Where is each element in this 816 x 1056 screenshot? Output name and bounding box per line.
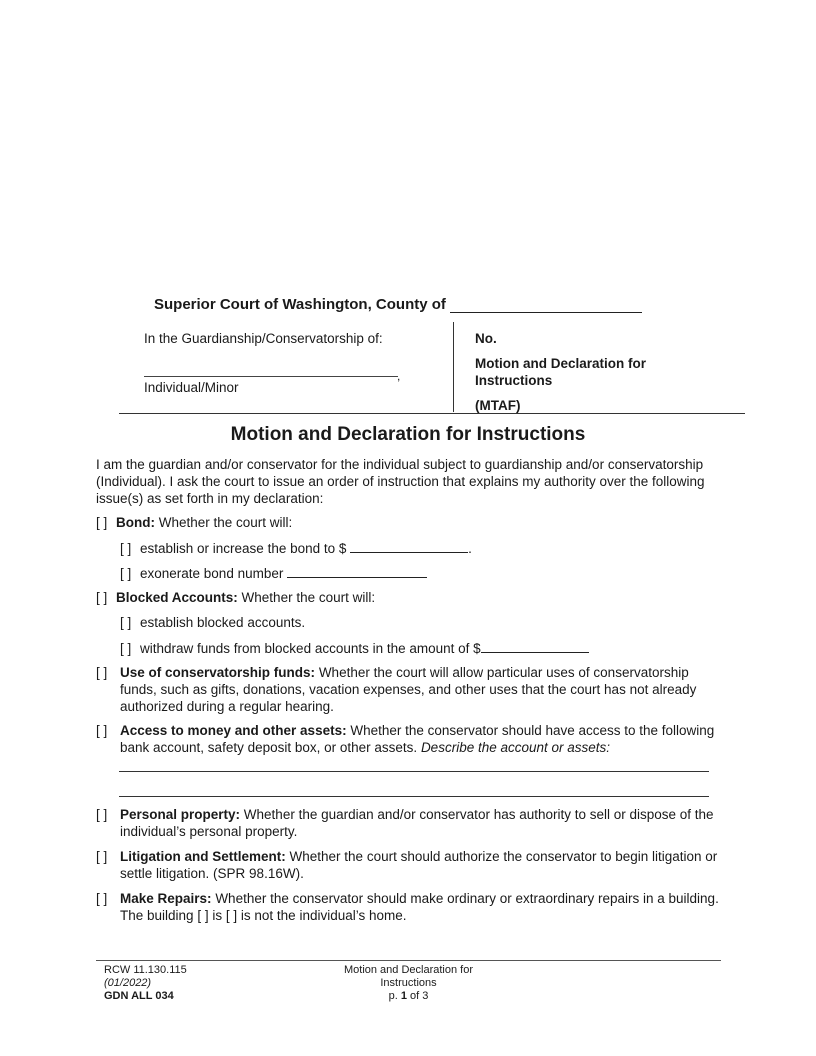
checkbox[interactable]: [ ] (96, 665, 108, 680)
checkbox[interactable]: [ ] (96, 515, 108, 530)
bond-number-blank[interactable] (287, 564, 427, 578)
item-blocked-establish: [ ] establish blocked accounts. (120, 615, 306, 630)
checkbox[interactable]: [ ] (197, 908, 209, 923)
footer-date: (01/2022) (104, 977, 152, 989)
page-title: Motion and Declaration for Instructions (230, 424, 586, 445)
footer-rcw: RCW 11.130.115 (104, 964, 187, 976)
item-bond: [ ] Bond: Whether the court will: (96, 515, 293, 530)
item-litigation: Litigation and Settlement: Whether the court should authorize the conservator to begin litigation or settle litigation. (SPR 98.16W). (120, 849, 718, 881)
item-bond-increase: [ ] establish or increase the bond to $ . (120, 541, 472, 556)
checkbox[interactable]: [ ] (96, 723, 108, 738)
footer-center: Motion and Declaration for Instructions p. 1 of 3 (300, 964, 517, 1003)
checkbox[interactable]: [ ] (225, 908, 238, 923)
item-blocked-withdraw: [ ] withdraw funds from blocked accounts in the amount of $ (120, 639, 589, 657)
page-number: p. 1 of 3 (388, 990, 429, 1002)
checkbox[interactable]: [ ] (120, 541, 132, 556)
item-conservatorship-funds: Use of conservatorship funds: Whether the court will allow particular uses of conservatorship funds, such as gifts, donations, vacation expenses, and other uses that the court has not already authorized during a regular hearing. (120, 665, 697, 714)
caption-comma: , (397, 369, 401, 383)
caption-individual-label: Individual/Minor (144, 380, 239, 395)
assets-description-line[interactable] (119, 796, 709, 797)
caption-rule (119, 413, 745, 414)
case-number-label: No. (475, 331, 497, 346)
caption-divider (453, 322, 454, 412)
item-blocked-accounts: [ ] Blocked Accounts: Whether the court will: (96, 590, 376, 605)
checkbox[interactable]: [ ] (120, 566, 132, 581)
item-personal-property: Personal property: Whether the guardian and/or conservator has authority to sell or dispose of the individual’s personal property. (120, 807, 714, 839)
checkbox[interactable]: [ ] (120, 641, 132, 656)
checkbox[interactable]: [ ] (96, 590, 108, 605)
footer-left (104, 964, 187, 1003)
court-title: Superior Court of Washington, County of (154, 296, 642, 313)
bond-amount-blank[interactable] (350, 539, 468, 553)
individual-name-line[interactable] (144, 376, 398, 377)
checkbox[interactable]: [ ] (96, 891, 108, 906)
footer-rule (96, 960, 721, 961)
footer-form-number: GDN ALL 034 (104, 990, 174, 1002)
item-access-assets: Access to money and other assets: Whether the conservator should have access to the following bank account, safety deposit box, or other assets. Describe the account or assets: (120, 723, 715, 755)
caption-in-the: In the Guardianship/Conservatorship of: (144, 331, 383, 346)
county-blank[interactable] (450, 298, 642, 313)
item-repairs: Make Repairs: Whether the conservator should make ordinary or extraordinary repairs in a building. The building [ ] is [ ] is not the individual’s home. (120, 891, 719, 923)
assets-description-line[interactable] (119, 771, 709, 772)
caption-doc-code: (MTAF) (475, 398, 521, 413)
checkbox[interactable]: [ ] (96, 849, 108, 864)
caption-doc-title: Motion and Declaration for Instructions (475, 356, 647, 388)
checkbox[interactable]: [ ] (120, 615, 132, 630)
checkbox[interactable]: [ ] (96, 807, 108, 822)
item-bond-exonerate: [ ] exonerate bond number (120, 564, 427, 582)
intro-paragraph: I am the guardian and/or conservator for the individual subject to guardianship and/or conservatorship (Individual). I ask the court to issue an order of instruction that explains my authority over the following issue(s) as set forth in my declaration: (96, 457, 705, 506)
withdraw-amount-blank[interactable] (481, 639, 589, 653)
